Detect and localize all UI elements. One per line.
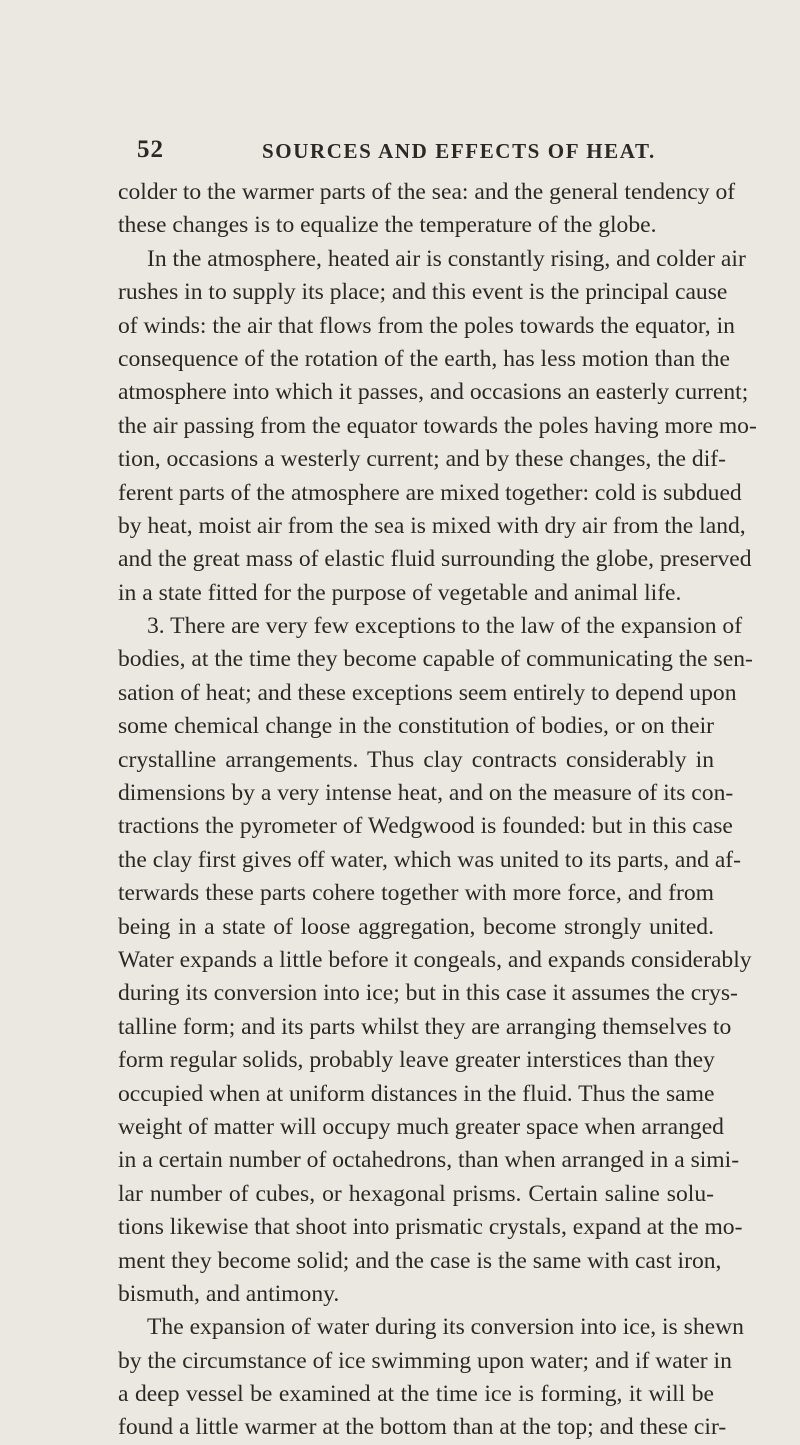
running-title: SOURCES AND EFFECTS OF HEAT.	[262, 139, 656, 163]
text-line: sation of heat; and these exceptions seem entirely to depend upon	[118, 679, 737, 706]
text-line: these changes is to equalize the temperature of the globe.	[118, 212, 657, 239]
text-line: form regular solids, probably leave greater interstices than they	[118, 1047, 715, 1074]
text-line: tractions the pyrometer of Wedgwood is founded: but in this case	[118, 813, 733, 840]
text-line: ment they become solid; and the case is the same with cast iron,	[118, 1247, 722, 1274]
text-line: colder to the warmer parts of the sea: and the general tendency of	[118, 179, 736, 205]
text-line: lar number of cubes, or hexagonal prisms. Certain saline solu-	[118, 1180, 714, 1207]
page-header	[137, 136, 700, 170]
text-line: by the circumstance of ice swimming upon water; and if water in	[118, 1347, 732, 1374]
text-line: consequence of the rotation of the earth, has less motion than the	[118, 345, 730, 372]
text-line: rushes in to supply its place; and this event is the principal cause	[118, 279, 728, 306]
text-line: some chemical change in the constitution of bodies, or on their	[118, 713, 714, 740]
text-line: bodies, at the time they become capable of communicating the sen-	[118, 646, 753, 673]
text-line: crystalline arrangements. Thus clay contracts considerably in	[118, 746, 714, 773]
text-line: dimensions by a very intense heat, and on the measure of its con-	[118, 780, 734, 807]
text-line: in a state fitted for the purpose of vegetable and animal life.	[118, 579, 682, 606]
text-line: a deep vessel be examined at the time ice is forming, it will be	[118, 1381, 714, 1408]
text-line: found a little warmer at the bottom than at the top; and these cir-	[118, 1414, 727, 1441]
text-line: occupied when at uniform distances in the fluid. Thus the same	[118, 1080, 715, 1107]
text-line: weight of matter will occupy much greater space when arranged	[118, 1113, 724, 1140]
text-line: bismuth, and antimony.	[118, 1280, 340, 1307]
text-line: in a certain number of octahedrons, than when arranged in a simi-	[118, 1147, 740, 1174]
body-text	[118, 176, 757, 1445]
text-line: In the atmosphere, heated air is constantly rising, and colder air	[147, 245, 746, 272]
text-line: tion, occasions a westerly current; and by these changes, the dif-	[118, 446, 726, 473]
text-line: terwards these parts cohere together with more force, and from	[118, 880, 714, 907]
text-line: and the great mass of elastic fluid surrounding the globe, preserved	[118, 546, 752, 573]
text-line: during its conversion into ice; but in this case it assumes the crys-	[118, 980, 738, 1007]
text-line: Water expands a little before it congeals, and expands considerably	[118, 946, 752, 973]
text-line: the clay first gives off water, which was united to its parts, and af-	[118, 846, 742, 873]
text-line: being in a state of loose aggregation, become strongly united.	[118, 913, 714, 940]
text-line: The expansion of water during its conversion into ice, is shewn	[147, 1314, 744, 1341]
text-line: talline form; and its parts whilst they are arranging themselves to	[118, 1013, 732, 1040]
text-line: atmosphere into which it passes, and occasions an easterly current;	[118, 379, 749, 406]
text-line: the air passing from the equator towards the poles having more mo-	[118, 412, 757, 439]
text-line: of winds: the air that flows from the poles towards the equator, in	[118, 312, 735, 339]
page-number: 52	[137, 136, 164, 163]
text-line: 3. There are very few exceptions to the law of the expansion of	[147, 613, 743, 640]
text-line: tions likewise that shoot into prismatic crystals, expand at the mo-	[118, 1214, 743, 1241]
text-line: ferent parts of the atmosphere are mixed together: cold is subdued	[118, 479, 742, 506]
text-line: by heat, moist air from the sea is mixed with dry air from the land,	[118, 512, 746, 539]
